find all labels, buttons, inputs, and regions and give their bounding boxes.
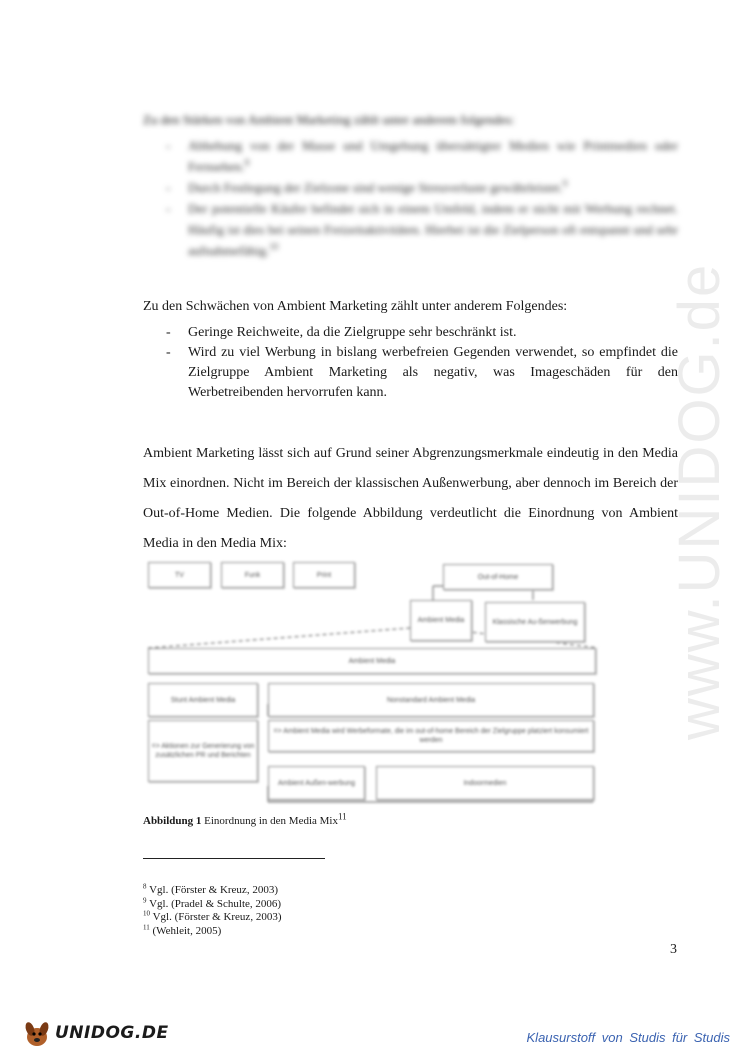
box-indoormedien: Indoormedien: [376, 766, 594, 800]
list-item: - Geringe Reichweite, da die Zielgruppe sehr beschränkt ist.: [166, 325, 517, 340]
weaknesses-list: [143, 323, 678, 403]
footnote: $^{10}$ Vgl. (Förster & Kreuz, 2003): [143, 909, 282, 923]
weaknesses-intro: Zu den Schwächen von Ambient Marketing zählt unter anderem Folgendes:: [143, 299, 568, 314]
caption-note: 11: [337, 811, 347, 822]
body-paragraph: Ambient Marketing lässt sich auf Grund seiner Abgrenzungsmerkmale eindeutig in den Media Mix einordnen. Nicht im Bereich der klassischen Außenwerbung, aber dennoch im Bereich der Out-of-Home Medien. Die folgende Abbildung verdeutlicht die Einordnung von Ambient Media in den Media Mix:: [143, 446, 678, 551]
logo-text: UNIDOG.DE: [55, 1023, 169, 1043]
box-tv: TV: [148, 562, 211, 588]
list-item: - Durch Festlegung der Zielzone sind wenige Streuverluste gewährleistet.$^9$: [166, 178, 568, 195]
footnote: $^8$ Vgl. (Förster & Kreuz, 2003): [143, 882, 278, 896]
footnote: $^{11}$ (Wehleit, 2005): [143, 922, 222, 937]
caption-label: Abbildung 1: [143, 815, 202, 827]
caption-text: Einordnung in den Media Mix: [204, 815, 338, 827]
strengths-intro: Zu den Stärken von Ambient Marketing zählt unter anderem folgendes:: [143, 112, 515, 127]
box-stunt-description: => Aktionen zur Generierung von zusätzlichen PR und Berichten: [148, 720, 258, 782]
list-item: - Wird zu viel Werbung in bislang werbefreien Gegenden verwendet, so empfindet die Zielgruppe Ambient Marketing als negativ, was Imageschäden für den Werbetreibenden hervorrufen kann.: [166, 345, 678, 400]
tagline: Klausurstoff von Studis für Studis: [526, 1030, 730, 1045]
footnote: $^9$ Vgl. (Pradel & Schulte, 2006): [143, 895, 282, 910]
box-out-of-home: Out-of-Home: [443, 564, 553, 590]
box-funk: Funk: [221, 562, 284, 588]
figure-caption: [143, 811, 347, 827]
unidog-logo[interactable]: [22, 1018, 169, 1048]
box-ambient-aussenwerbung: Ambient Außen-werbung: [268, 766, 365, 800]
list-item: - Abhebung von der Masse und Umgebung übersättigter Medien wie Printmedien oder Fernsehen.$^8$: [166, 138, 678, 174]
dog-icon: [22, 1018, 52, 1048]
list-item: - Der potentielle Käufer befindet sich in einem Umfeld, indem er nicht mit Werbung rechnet. Häufig ist dies bei seinen Freizeitaktivitäten. Hierbei ist die Zielperson oft entspannt und sehr aufnahmefähig.$^{10}$: [166, 201, 678, 258]
box-ambient-media-bar: Ambient Media: [148, 648, 596, 674]
media-mix-diagram: [143, 556, 598, 806]
box-stunt-ambient-media: Stunt Ambient Media: [148, 683, 258, 717]
footnote-rule: [143, 858, 325, 859]
page-number: 3: [670, 942, 677, 957]
watermark: www.UNIDOG.de: [667, 262, 732, 740]
box-print: Print: [293, 562, 355, 588]
box-nonstandard-ambient-media: Nonstandard Ambient Media: [268, 683, 594, 717]
box-nonstandard-description: => Ambient Media wird Werbeformate, die im out-of-home Bereich der Zielgruppe platziert konsumiert werden: [268, 720, 594, 752]
box-klassische-aussenwerbung: Klassische Au-ßenwerbung: [485, 602, 585, 642]
box-ambient-media: Ambient Media: [410, 600, 472, 641]
strengths-list: [143, 135, 678, 261]
footnotes: [143, 884, 281, 938]
